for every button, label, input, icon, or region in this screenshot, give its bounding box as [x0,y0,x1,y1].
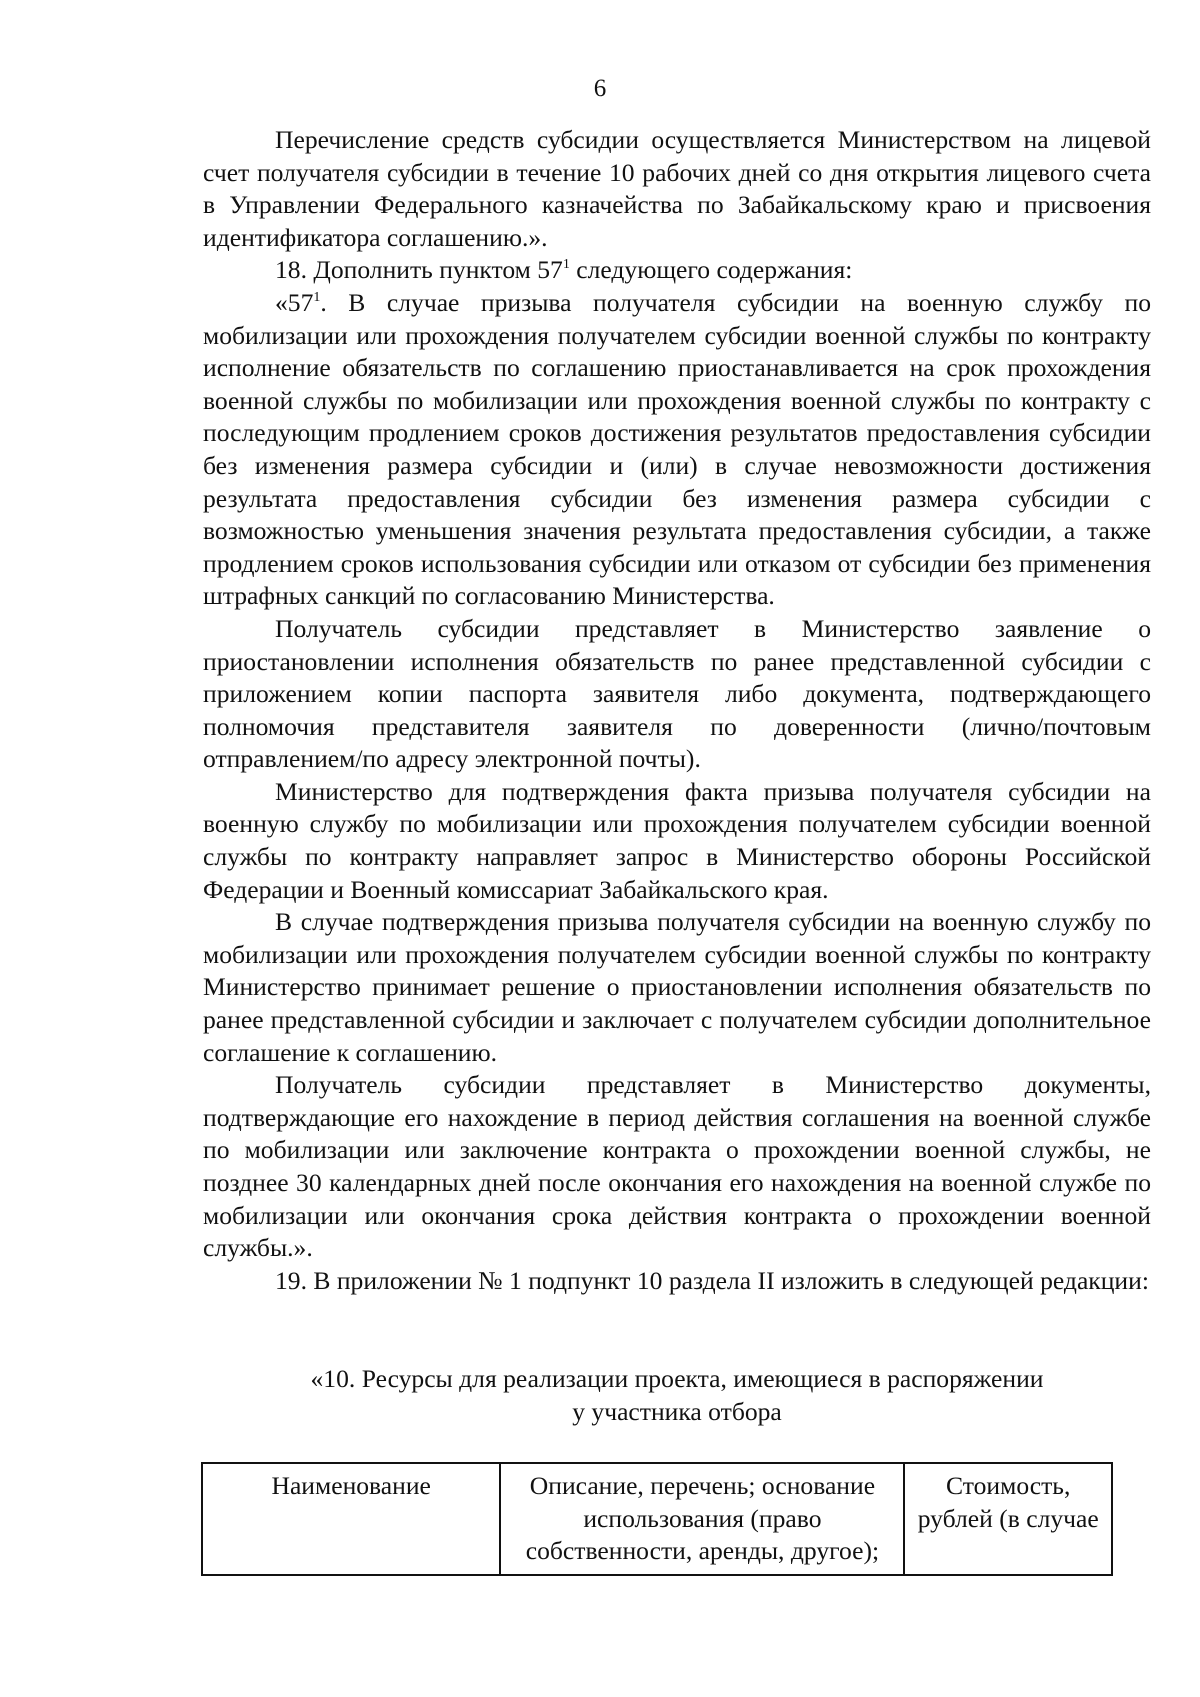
paragraph-item-18 [203,254,1151,287]
paragraph-application: Получатель субсидии представляет в Министерство заявление о приостановлении исполнения обязательств по ранее представленной субсидии с приложением копии паспорта заявителя либо документа, подтверждающего полномочия представителя заявителя по доверенности (лично/почтовым отправлением/по адресу электронной почты). [203,613,1151,774]
paragraph-ministry-request: Министерство для подтверждения факта призыва получателя субсидии на военную службу по мобилизации или прохождения получателем субсидии военной службы по контракту направляет запрос в Министерство обороны Российской Федерации и Военный комиссариат Забайкальского края. [203,776,1151,904]
item-18-text-end: следующего содержания: [569,255,853,285]
section-heading [203,1363,1151,1428]
table-header-row [202,1463,1112,1575]
paragraph-documents: Получатель субсидии представляет в Министерство документы, подтверждающие его нахождение в период действия соглашения на военной службе по мобилизации или заключение контракта о прохождении военной службы, не позднее 30 календарных дней после окончания его нахождения на военной службе по мобилизации или окончания срока действия контракта о прохождении военной службы.». [203,1070,1151,1263]
table-header-name: Наименование [202,1463,500,1575]
item-57-prefix: «57 [275,287,314,317]
table-header-description: Описание, перечень; основание использования (право собственности, аренды, другое); [500,1463,904,1575]
item-18-text: 18. Дополнить пунктом 57 [275,255,563,285]
paragraph-confirmation: В случае подтверждения призыва получателя субсидии на военную службу по мобилизации или прохождения получателем субсидии военной службы по контракту Министерство принимает решение о приостановлении исполнения обязательств по ранее представленной субсидии и заключает с получателем субсидии дополнительное соглашение к соглашению. [203,907,1151,1067]
heading-line-2: у участника отбора [572,1396,782,1426]
paragraph-transfer-of-funds: Перечисление средств субсидии осуществляется Министерством на лицевой счет получателя субсидии в течение 10 рабочих дней со дня открытия лицевого счета в Управлении Федерального казначейства по Забайкальскому краю и присвоения идентификатора соглашению.». [203,125,1151,252]
page-number: 6 [593,75,607,102]
heading-line-1: «10. Ресурсы для реализации проекта, имеющиеся в распоряжении [310,1364,1044,1393]
table-header-cost: Стоимость, рублей (в случае [904,1463,1112,1575]
document-body [203,124,1151,1297]
superscript: 1 [313,289,321,305]
paragraph-item-57-1 [203,287,1151,613]
paragraph-item-19: 19. В приложении № 1 подпункт 10 раздела II изложить в следующей редакции: [275,1265,1149,1295]
superscript: 1 [562,257,570,273]
item-57-text: . В случае призыва получателя субсидии на военную службу по мобилизации или прохождения получателем субсидии военной службы по контракту исполнение обязательств по соглашению приостанавливается на срок прохождения военной службы по мобилизации или прохождения военной службы по контракту с последующим продлением сроков достижения результатов предоставления субсидии без изменения размера субсидии и (или) в случае невозможности достижения результата предоставления субсидии без изменения размера субсидии с возможностью уменьшения значения результата предоставления субсидии, а также продлением сроков использования субсидии или отказом от субсидии без применения штрафных санкций по согласованию Министерства. [203,287,1151,611]
resources-table [201,1462,1113,1576]
